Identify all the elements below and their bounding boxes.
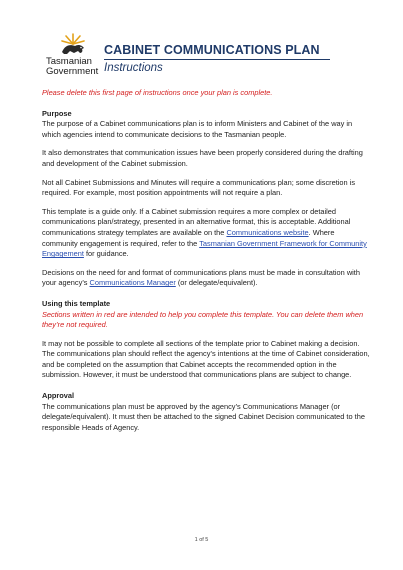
using-template-paragraph: It may not be possible to complete all sections of the template prior to Cabinet making a decision. The communications plan should reflect the agency’s intentions at the time of Cabinet consideration, and be completed on the assumption that Cabinet accepts the recommended option in the submission. However, it must be understood that communications plans are subject to change. [42,338,370,380]
purpose-p5-text-2: (or delegate/equivalent). [175,278,258,288]
document-title: CABINET COMMUNICATIONS PLAN [104,43,320,57]
communications-manager-link[interactable]: Communications Manager [89,278,176,288]
purpose-paragraph-3: Not all Cabinet Submissions and Minutes will require a communications plan; some discretion is required. For example, most position appointments will not require a plan. [42,177,356,198]
purpose-heading: Purpose [42,108,72,118]
delete-instructions-note: Please delete this first page of instructions once your plan is complete. [42,88,273,97]
purpose-p5-text-1: Decisions on the need for and format of communications plans must be made in consultation with your agency’s [42,267,360,288]
community-engagement-framework-link[interactable]: Tasmanian Government Framework for Community Engagement [42,238,367,259]
tasmanian-government-logo [46,32,106,80]
red-sections-note: Sections written in red are intended to help you complete this template. You can delete them when they’re not required. [42,309,364,330]
page-number: 1 of 5 [194,537,209,543]
using-template-heading: Using this template [42,298,111,308]
purpose-p4-text-1: This template is a guide only. If a Cabinet submission requires a more complex or detailed communications plan/strategy, presented in an alternative format, this is acceptable. Additional communications strategy templates are available on the [42,206,351,237]
purpose-p4-text-3: for guidance. [83,249,129,259]
purpose-p4-text-2: . Where community engagement is required, refer to the [42,227,335,248]
title-underline [104,59,330,60]
logo-text-line2: Government [46,66,99,77]
purpose-paragraph-5 [42,268,372,289]
purpose-paragraph-2: It also demonstrates that communication issues have been properly considered during the drafting and development of the Cabinet submission. [42,148,363,168]
logo-text-line1: Tasmanian [46,56,92,67]
approval-paragraph: The communications plan must be approved by the agency’s Communications Manager (or delegate/equivalent). It must then be attached to the signed Cabinet Decision communicated to the responsible Heads of Agency. [42,401,365,432]
logo-wordmark [46,57,98,77]
document-subtitle: Instructions [104,62,163,74]
purpose-paragraph-4 [42,207,372,260]
approval-heading: Approval [42,391,75,401]
document-body [42,88,372,433]
tasmanian-devil-crest-icon [56,32,90,58]
communications-website-link[interactable]: Communications website [226,227,309,237]
purpose-paragraph-1: The purpose of a Cabinet communications plan is to inform Ministers and Cabinet of the way in which agencies intend to communicate decisions to the Tasmanian people. [42,119,353,139]
